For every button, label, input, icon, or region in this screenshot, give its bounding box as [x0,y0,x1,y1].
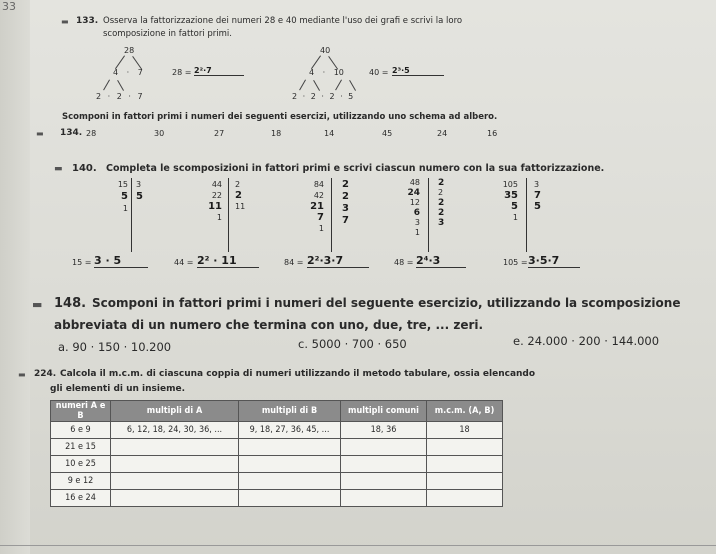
tree40-answer: 2³·5 [392,66,444,76]
factor-answer: 2²·3·7 [307,254,369,268]
item-label: e. [513,334,524,348]
factor-left: 1 [216,213,222,222]
factor-right: 2 [235,180,241,189]
factor-left: 15 [117,180,128,189]
item-expression: 24.000 · 200 · 144.000 [527,334,660,348]
factor-right: 5 [534,201,541,212]
tree40-root: 40 [320,46,331,55]
ex133-text: Osserva la fattorizzazione dei numeri 28 e 40 mediante l'uso dei grafi e scrivi la loro [103,16,463,26]
cell [111,456,239,473]
lcm-table [50,400,503,507]
factor-right: 3 [438,218,445,228]
factor-left: 48 [409,178,420,187]
ex224-number: 224. [34,369,57,379]
cell: 18 [427,422,503,439]
factor-left: 35 [504,190,518,201]
cell [427,490,503,507]
tree28-answer-label: 28 = [172,68,192,77]
page-margin [0,0,30,554]
ex134-n2: 30 [154,129,165,138]
cell [341,473,427,490]
cell [111,473,239,490]
ex133-instruction: Scomponi in fattori primi i numeri dei seguenti esercizi, utilizzando uno schema ad albero. [62,112,498,122]
cell: 9 e 12 [51,473,111,490]
tree40-leaves: 2 · 2 · 2 · 5 [292,92,354,101]
cell: 16 e 24 [51,490,111,507]
factor-left: 84 [313,180,324,189]
factor-label: 105 = [503,258,528,267]
item-label: a. [58,340,69,354]
factor-right: 2 [438,198,445,208]
factor-left: 5 [121,191,128,202]
factor-right: 3 [534,180,540,189]
cell [239,473,341,490]
cell [239,490,341,507]
ex224-marker: ▬ [18,370,25,379]
ex134-n8: 16 [487,129,498,138]
tree40-mid: 4 · 10 [309,68,344,77]
cell: 6 e 9 [51,422,111,439]
ex134-n5: 14 [324,129,335,138]
tree28-root: 28 [124,46,135,55]
ex133-marker: ▬ [61,17,68,26]
factor-right: 3 [342,203,349,214]
factor-left: 21 [310,201,324,212]
factor-left: 22 [211,191,222,200]
factor-left: 1 [414,228,420,237]
factor-right: 5 [136,191,143,202]
cell [341,490,427,507]
ex140-text: Completa le scomposizioni in fattori primi e scrivi ciascun numero con la sua fattorizzazione. [106,163,605,174]
item-expression: 90 · 150 · 10.200 [72,340,172,354]
header-cell: multipli di A [111,401,239,422]
ex133-number: 133. [76,16,99,26]
ex134-n4: 18 [271,129,282,138]
factor-right: 7 [342,215,349,226]
header-cell: numeri A e B [51,401,111,422]
factor-left: 11 [208,201,222,212]
cell [427,439,503,456]
cell [111,439,239,456]
table-row [51,473,503,490]
ex140-marker: ▬ [54,164,62,174]
factor-left: 24 [407,188,420,198]
cell: 18, 36 [341,422,427,439]
ex148-text: Scomponi in fattori primi i numeri del seguente esercizio, utilizzando la scomposizione [92,296,681,310]
factor-right: 11 [235,202,246,211]
factor-left: 1 [318,224,324,233]
factor-label: 48 = [394,258,414,267]
factor-right: 2 [438,188,444,197]
cell [341,439,427,456]
factor-answer: 3·5·7 [528,254,580,268]
factor-left: 5 [511,201,518,212]
factor-left: 44 [211,180,222,189]
page-number: 33 [2,0,16,13]
factor-label: 15 = [72,258,92,267]
factor-right: 2 [342,191,349,202]
ex148-number: 148. [54,296,87,311]
factor-answer: 2⁴·3 [416,254,466,268]
header-cell: m.c.m. (A, B) [427,401,503,422]
factor-left: 12 [409,198,420,207]
factor-label: 84 = [284,258,304,267]
factor-left: 7 [317,212,324,223]
ex148-item-c [298,337,407,351]
factor-right: 7 [534,190,541,201]
factor-left: 3 [414,218,420,227]
tree28-answer: 2²·7 [194,66,244,76]
factor-right: 2 [438,178,445,188]
table-row [51,422,503,439]
tree28-mid: 4 · 7 [113,68,143,77]
table-row [51,456,503,473]
cell [427,473,503,490]
factor-right: 2 [438,208,445,218]
cell [427,456,503,473]
factor-right: 3 [136,180,142,189]
factor-answer: 2² · 11 [197,254,259,268]
factor-label: 44 = [174,258,194,267]
ex224-text-2: gli elementi di un insieme. [50,384,185,394]
cell: 9, 18, 27, 36, 45, ... [239,422,341,439]
factor-answer: 3 · 5 [94,254,148,268]
factor-right: 2 [342,179,349,190]
ex224-text: Calcola il m.c.m. di ciascuna coppia di numeri utilizzando il metodo tabulare, ossia elencando [60,369,536,379]
header-cell: multipli comuni [341,401,427,422]
factor-left: 6 [413,208,420,218]
factor-left: 105 [502,180,518,189]
header-cell: multipli di B [239,401,341,422]
ex140-number: 140. [72,163,97,174]
item-label: c. [298,337,308,351]
ex134-n3: 27 [214,129,225,138]
factor-left: 42 [313,191,324,200]
ex148-item-a [58,340,171,354]
table-row [51,439,503,456]
cell: 10 e 25 [51,456,111,473]
factor-right: 2 [235,190,242,201]
ex148-text-2: abbreviata di un numero che termina con uno, due, tre, ... zeri. [54,318,484,332]
ex134-n1: 28 [86,129,97,138]
factor-left: 1 [122,204,128,213]
tree28-leaves: 2 · 2 · 7 [96,92,143,101]
ex134-n7: 24 [437,129,448,138]
cell [341,456,427,473]
cell [239,439,341,456]
ex134-marker: ▬ [36,129,43,138]
ex134-n6: 45 [382,129,393,138]
cell [239,456,341,473]
factor-left: 1 [512,213,518,222]
ex133-text-2: scomposizione in fattori primi. [103,29,232,39]
cell: 21 e 15 [51,439,111,456]
tree40-answer-label: 40 = [369,68,389,77]
cell [111,490,239,507]
item-expression: 5000 · 700 · 650 [311,337,407,351]
ex148-marker: ▬ [32,298,42,311]
ex134-number: 134. [60,128,83,138]
ex148-item-e [513,334,659,348]
table-row [51,490,503,507]
cell: 6, 12, 18, 24, 30, 36, ... [111,422,239,439]
